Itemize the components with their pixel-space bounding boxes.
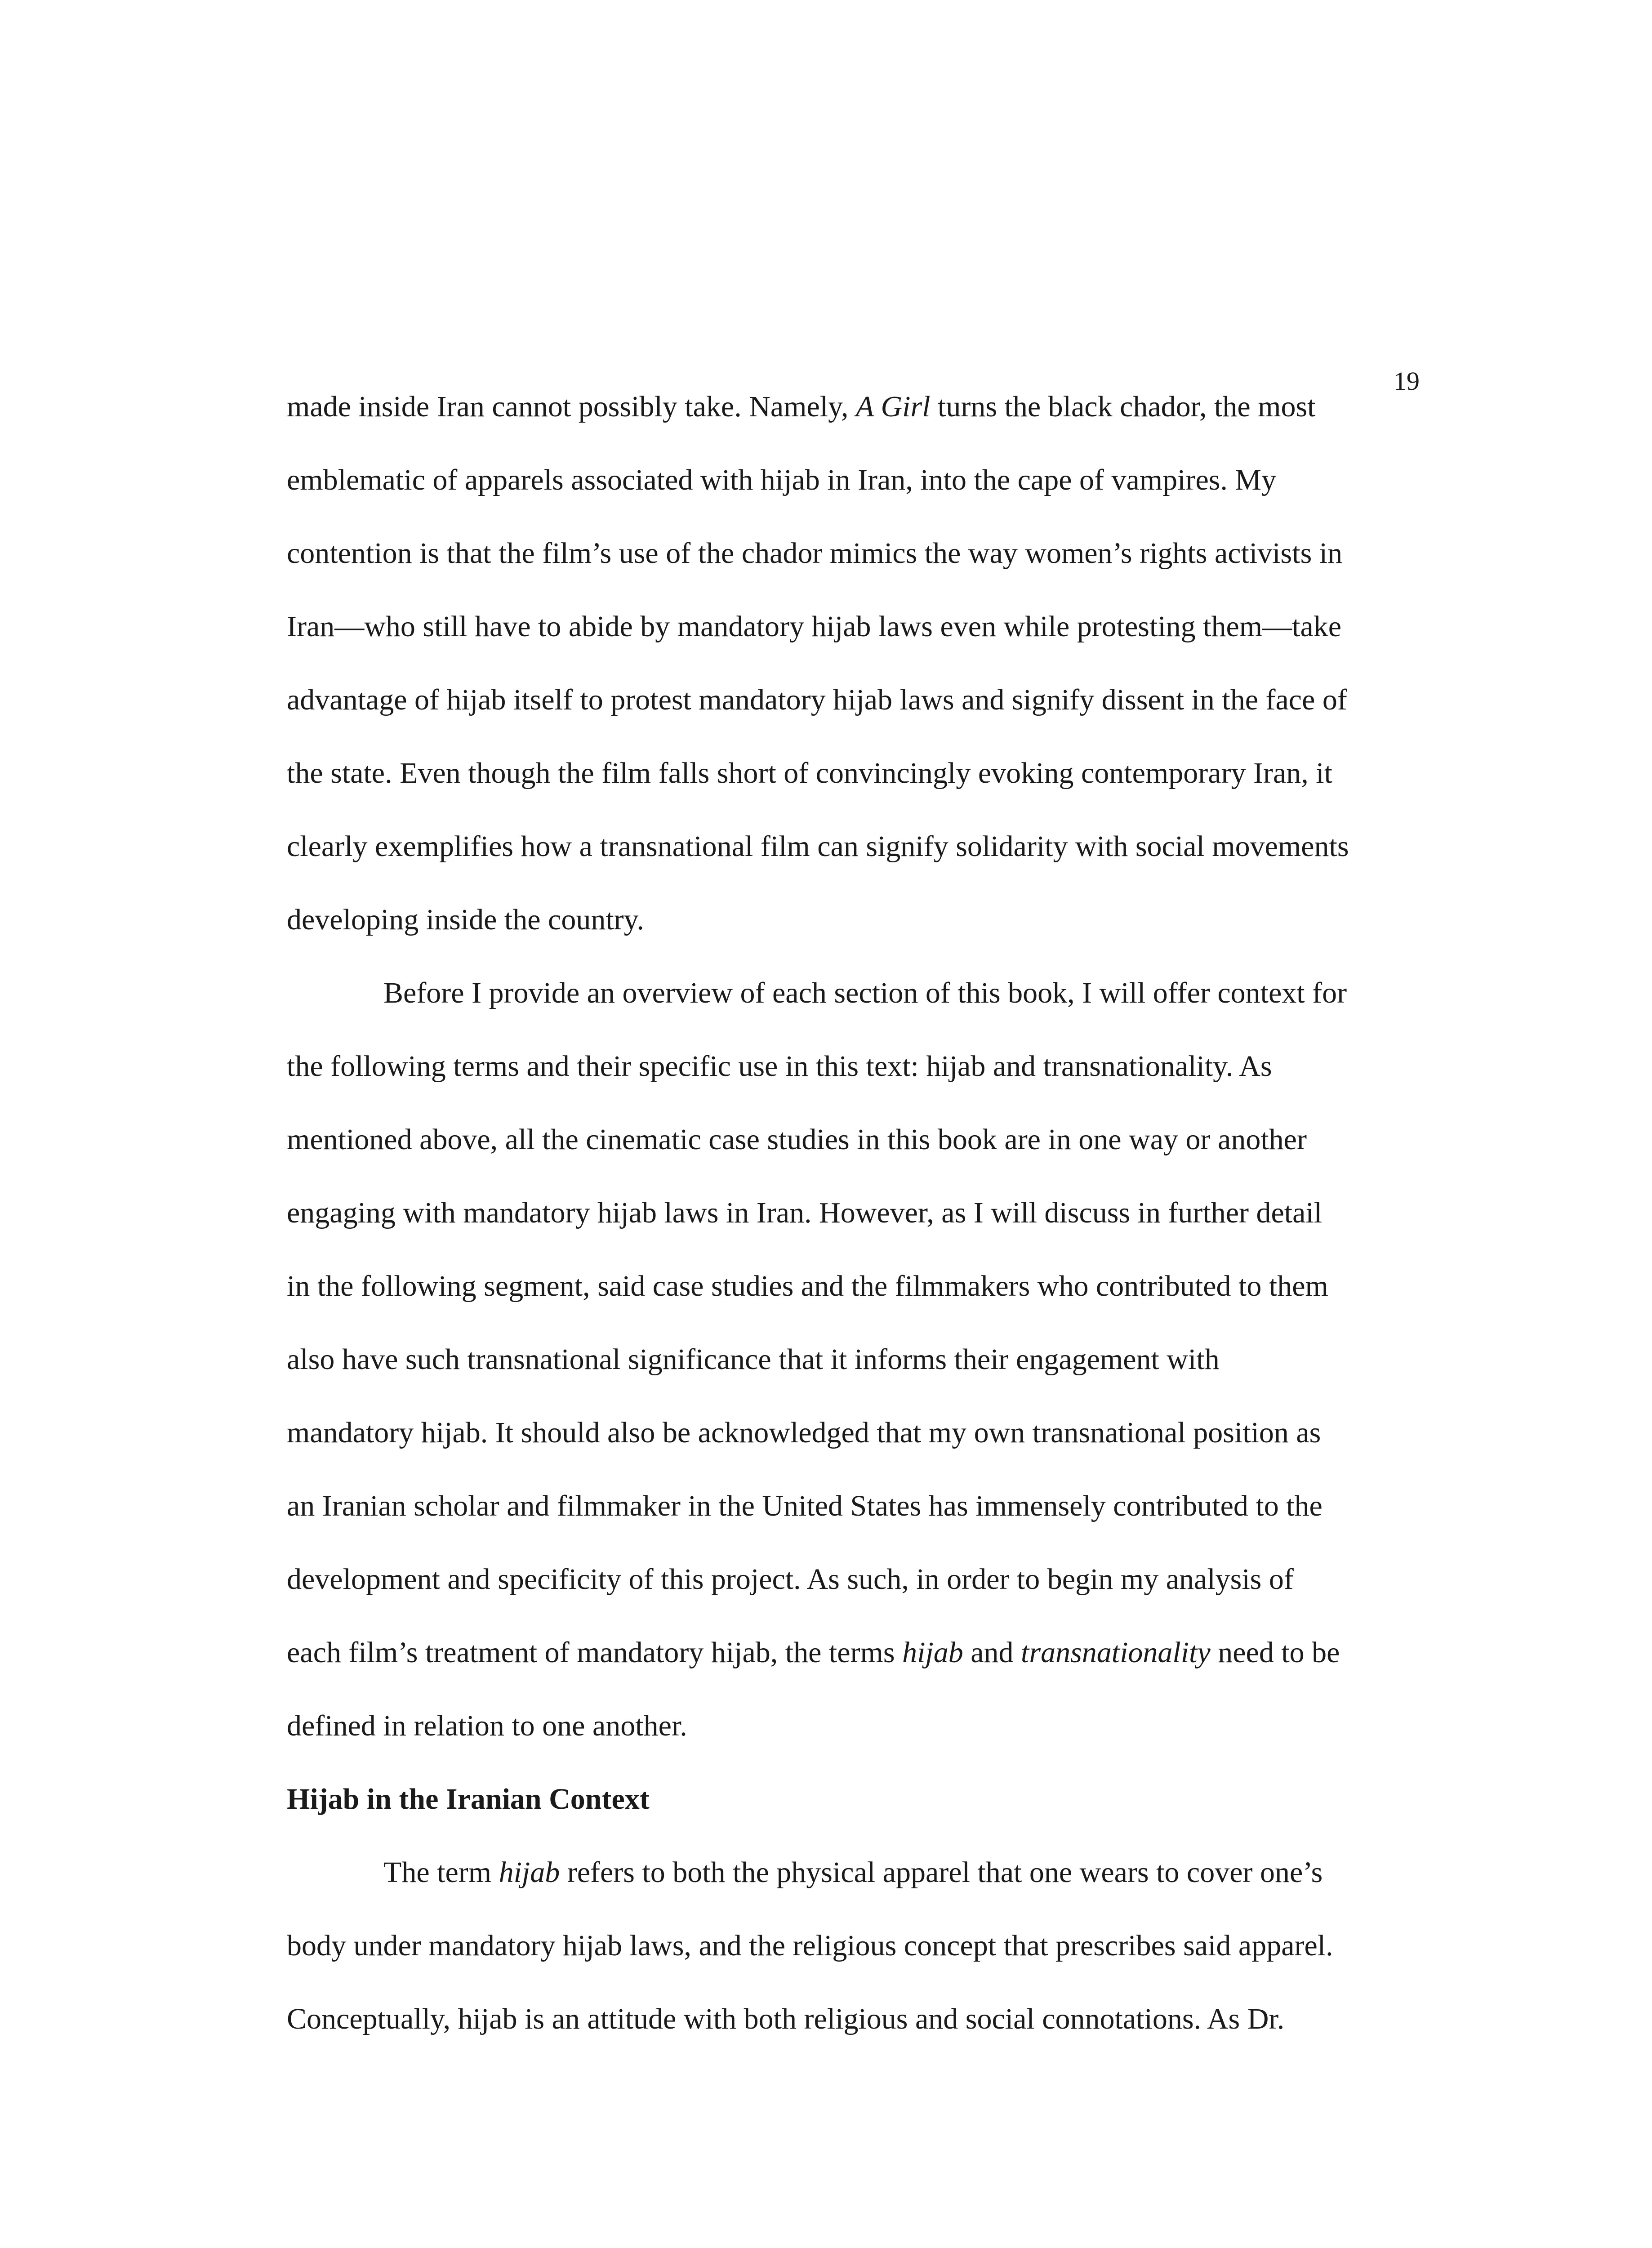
text-line: clearly exemplifies how a transnational film can signify solidarity with social movements [287, 830, 1349, 863]
section-heading: Hijab in the Iranian Context [287, 1783, 650, 1815]
text-line: defined in relation to one another. [287, 1709, 687, 1742]
text-line: Iran—who still have to abide by mandatory hijab laws even while protesting them—take [287, 610, 1342, 643]
text-line: body under mandatory hijab laws, and the religious concept that prescribes said apparel. [287, 1929, 1333, 1962]
text-line: mentioned above, all the cinematic case studies in this book are in one way or another [287, 1123, 1307, 1156]
text-line: mandatory hijab. It should also be acknowledged that my own transnational position as [287, 1416, 1321, 1449]
text-line: also have such transnational significance that it informs their engagement with [287, 1343, 1220, 1376]
text-line: in the following segment, said case studies and the filmmakers who contributed to them [287, 1270, 1328, 1302]
text-line: The term hijab refers to both the physical apparel that one wears to cover one’s [383, 1856, 1323, 1889]
text-line: the following terms and their specific use in this text: hijab and transnationality. As [287, 1050, 1272, 1083]
text-line: made inside Iran cannot possibly take. Namely, A Girl turns the black chador, the most [287, 390, 1316, 423]
italic-term: transnationality [1021, 1636, 1211, 1669]
text-line: developing inside the country. [287, 903, 644, 936]
text-line: the state. Even though the film falls short of convincingly evoking contemporary Iran, it [287, 757, 1332, 789]
text-line: development and specificity of this project. As such, in order to begin my analysis of [287, 1563, 1294, 1596]
text-line: an Iranian scholar and filmmaker in the United States has immensely contributed to the [287, 1490, 1322, 1522]
page-number: 19 [1394, 366, 1420, 396]
text-line: engaging with mandatory hijab laws in Iran. However, as I will discuss in further detail [287, 1196, 1322, 1229]
italic-term: hijab [902, 1636, 963, 1669]
text-line: each film’s treatment of mandatory hijab, the terms hijab and transnationality need to be [287, 1636, 1340, 1669]
text-line: contention is that the film’s use of the chador mimics the way women’s rights activists in [287, 537, 1343, 570]
text-line: advantage of hijab itself to protest mandatory hijab laws and signify dissent in the face of [287, 683, 1347, 716]
text-line: emblematic of apparels associated with hijab in Iran, into the cape of vampires. My [287, 464, 1277, 496]
text-line: Conceptually, hijab is an attitude with both religious and social connotations. As Dr. [287, 2003, 1285, 2035]
italic-term: hijab [499, 1856, 560, 1889]
text-line: Before I provide an overview of each section of this book, I will offer context for [383, 977, 1347, 1009]
film-title: A Girl [855, 390, 931, 423]
